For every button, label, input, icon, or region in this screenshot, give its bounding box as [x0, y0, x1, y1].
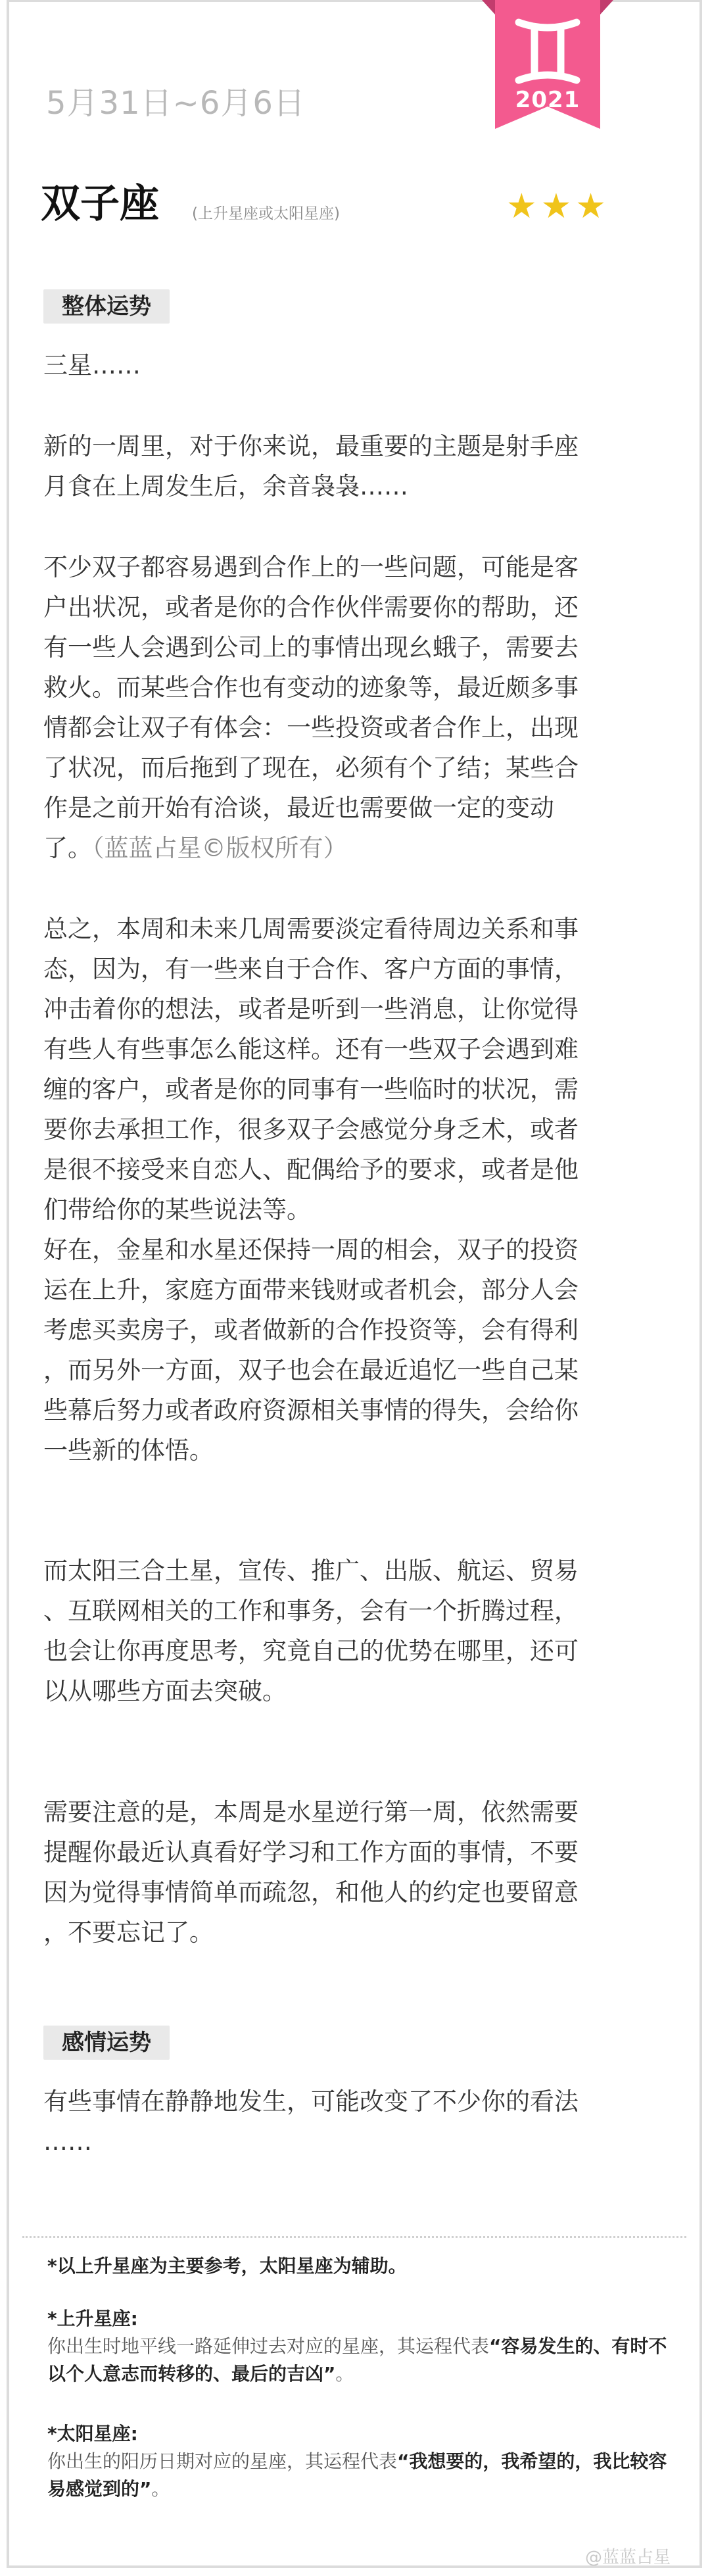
gemini-badge: [482, 0, 613, 129]
overall-p1: 三星……: [43, 351, 141, 379]
sun-desc: 你出生的阳历日期对应的星座，其运程代表: [47, 2450, 398, 2472]
note-rising: [47, 2305, 669, 2388]
overall-p4: 总之，本周和未来几周需要淡定看待周边关系和事 态，因为，有一些来自于合作、客户方面的事情， 冲击着你的想法，或者是听到一些消息，让你觉得 有些人有些事怎么能这样。还有一些双子会遇到难 缠的客户，或者是你的同事有一些临时的状况，需 要你去承担工作，很多双子会感觉分身乏术，或者 是很不接受来自恋人、配偶给予的要求，或者是他 们带给你的某些说法等。: [43, 915, 579, 1224]
badge-year: 2021: [515, 87, 580, 113]
rising-desc: 你出生时地平线一路延伸过去对应的星座，其运程代表: [47, 2335, 490, 2357]
sign-title: 双子座: [41, 181, 159, 227]
date-range: 5月31日~6月6日: [46, 85, 306, 122]
watermark: @蓝蓝占星: [585, 2548, 671, 2567]
rating-stars: ★★★: [506, 187, 610, 226]
note-main: [47, 2252, 669, 2280]
overall-p6: 而太阳三合土星，宣传、推广、出版、航运、贸易 、互联网相关的工作和事务，会有一个折腾过程， 也会让你再度思考，究竟自己的优势在哪里，还可 以从哪些方面去突破。: [43, 1557, 579, 1705]
copyright-note: （蓝蓝占星©版权所有）: [92, 834, 348, 862]
rising-end: 。: [335, 2363, 354, 2385]
sun-title: *太阳星座:: [47, 2423, 138, 2444]
overall-p3-text: 不少双子都容易遇到合作上的一些问题，可能是客 户出状况，或者是你的合作伙伴需要你的帮助，还 有一些人会遇到公司上的事情出现幺蛾子，需要去 救火。而某些合作也有变动的迹象等，最近颇多事 情都会让双子有体会：一些投资或者合作上，出现 了状况，而后拖到了现在，必须有个了结；某些合 作是之前开始有洽谈，最近也需要做一定的变动 了。: [43, 553, 579, 862]
overall-p7: 需要注意的是，本周是水星逆行第一周，依然需要 提醒你最近认真看好学习和工作方面的事情，不要 因为觉得事情简单而疏忽，和他人的约定也要留意 ，不要忘记了。: [43, 1798, 579, 1947]
section-tag-love: 感情运势: [43, 2026, 170, 2060]
rising-quote: “容易发生的、有时不以个人意志而转移的、最后的吉凶”: [47, 2335, 667, 2385]
sign-subtitle: (上升星座或太阳星座): [192, 205, 340, 222]
love-text: 有些事情在静静地发生，可能改变了不少你的看法 ……: [43, 2087, 579, 2156]
overall-p2: 新的一周里，对于你来说，最重要的主题是射手座 月食在上周发生后，余音袅袅……: [43, 432, 579, 500]
divider: [22, 2236, 686, 2238]
note-main-text: *以上升星座为主要参考，太阳星座为辅助。: [47, 2255, 407, 2277]
overall-p5: 好在，金星和水星还保持一周的相会，双子的投资 运在上升，家庭方面带来钱财或者机会，部分人会 考虑买卖房子，或者做新的合作投资等，会有得利 ，而另外一方面，双子也会在最近追忆一些自己某 些幕后努力或者政府资源相关事情的得失，会给你 一些新的体悟。: [43, 1236, 579, 1465]
section-tag-overall: 整体运势: [43, 289, 170, 324]
note-sun: [47, 2420, 669, 2503]
rising-title: *上升星座:: [47, 2308, 138, 2329]
overall-p3: [43, 547, 674, 868]
sun-quote: “我想要的，我希望的，我比较容易感觉到的”: [47, 2450, 667, 2500]
sun-end: 。: [151, 2478, 170, 2500]
